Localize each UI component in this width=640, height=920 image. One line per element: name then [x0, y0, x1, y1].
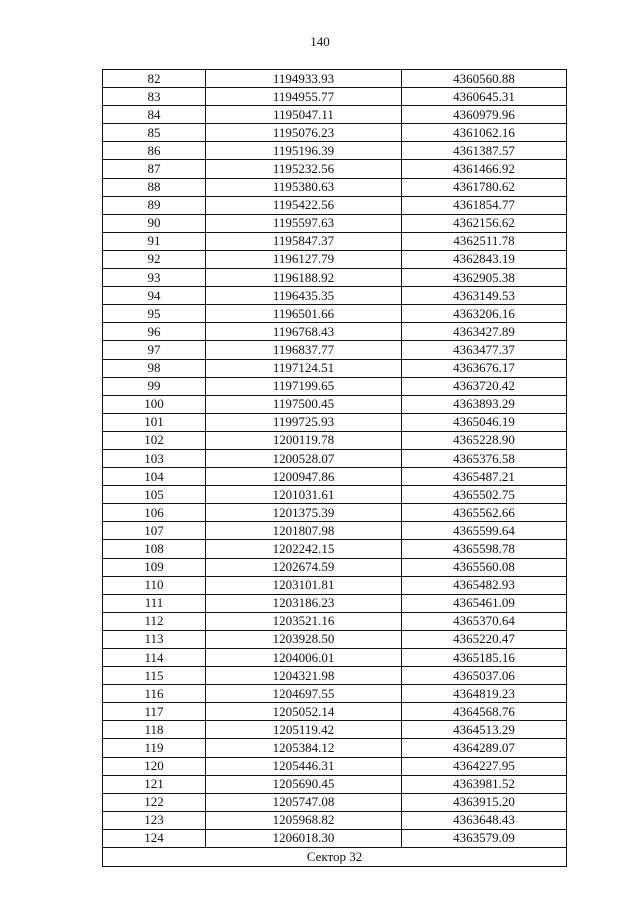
x-coordinate-cell: 1196768.43	[206, 323, 402, 341]
point-number-cell: 112	[103, 612, 206, 630]
x-coordinate-cell: 1197500.45	[206, 395, 402, 413]
x-coordinate-cell: 1196435.35	[206, 287, 402, 305]
point-number-cell: 109	[103, 558, 206, 576]
point-number-cell: 119	[103, 739, 206, 757]
point-number-cell: 97	[103, 341, 206, 359]
sector-row	[103, 848, 567, 867]
point-number-cell: 94	[103, 287, 206, 305]
table-row	[103, 359, 567, 377]
x-coordinate-cell: 1204697.55	[206, 685, 402, 703]
point-number-cell: 90	[103, 214, 206, 232]
y-coordinate-cell: 4362511.78	[402, 232, 567, 250]
x-coordinate-cell: 1202242.15	[206, 540, 402, 558]
table-row	[103, 594, 567, 612]
x-coordinate-cell: 1197124.51	[206, 359, 402, 377]
point-number-cell: 114	[103, 649, 206, 667]
table-row	[103, 449, 567, 467]
point-number-cell: 116	[103, 685, 206, 703]
y-coordinate-cell: 4365562.66	[402, 504, 567, 522]
x-coordinate-cell: 1196188.92	[206, 269, 402, 287]
x-coordinate-cell: 1202674.59	[206, 558, 402, 576]
y-coordinate-cell: 4360645.31	[402, 88, 567, 106]
y-coordinate-cell: 4365046.19	[402, 413, 567, 431]
point-number-cell: 93	[103, 269, 206, 287]
x-coordinate-cell: 1200947.86	[206, 468, 402, 486]
point-number-cell: 110	[103, 576, 206, 594]
x-coordinate-cell: 1203101.81	[206, 576, 402, 594]
page-number: 140	[310, 34, 330, 49]
table-row	[103, 323, 567, 341]
table-row	[103, 431, 567, 449]
table-row	[103, 522, 567, 540]
y-coordinate-cell: 4365037.06	[402, 667, 567, 685]
y-coordinate-cell: 4363720.42	[402, 377, 567, 395]
point-number-cell: 111	[103, 594, 206, 612]
x-coordinate-cell: 1203521.16	[206, 612, 402, 630]
point-number-cell: 107	[103, 522, 206, 540]
x-coordinate-cell: 1205119.42	[206, 721, 402, 739]
table-row	[103, 377, 567, 395]
x-coordinate-cell: 1197199.65	[206, 377, 402, 395]
point-number-cell: 88	[103, 178, 206, 196]
table-row	[103, 486, 567, 504]
x-coordinate-cell: 1203928.50	[206, 630, 402, 648]
point-number-cell: 96	[103, 323, 206, 341]
x-coordinate-cell: 1194955.77	[206, 88, 402, 106]
table-row	[103, 703, 567, 721]
point-number-cell: 122	[103, 793, 206, 811]
x-coordinate-cell: 1205690.45	[206, 775, 402, 793]
table-row	[103, 829, 567, 847]
table-row	[103, 250, 567, 268]
y-coordinate-cell: 4364819.23	[402, 685, 567, 703]
table-row	[103, 630, 567, 648]
table-row	[103, 160, 567, 178]
x-coordinate-cell: 1203186.23	[206, 594, 402, 612]
y-coordinate-cell: 4365461.09	[402, 594, 567, 612]
y-coordinate-cell: 4363149.53	[402, 287, 567, 305]
x-coordinate-cell: 1205384.12	[206, 739, 402, 757]
table-row	[103, 612, 567, 630]
table-row	[103, 124, 567, 142]
y-coordinate-cell: 4360560.88	[402, 70, 567, 88]
point-number-cell: 121	[103, 775, 206, 793]
x-coordinate-cell: 1195047.11	[206, 106, 402, 124]
sector-label: Сектор 32	[103, 848, 567, 867]
point-number-cell: 115	[103, 667, 206, 685]
coordinates-table	[102, 69, 567, 867]
y-coordinate-cell: 4365370.64	[402, 612, 567, 630]
point-number-cell: 103	[103, 449, 206, 467]
y-coordinate-cell: 4362905.38	[402, 269, 567, 287]
y-coordinate-cell: 4361062.16	[402, 124, 567, 142]
table-row	[103, 811, 567, 829]
y-coordinate-cell: 4363579.09	[402, 829, 567, 847]
point-number-cell: 118	[103, 721, 206, 739]
y-coordinate-cell: 4361387.57	[402, 142, 567, 160]
x-coordinate-cell: 1195232.56	[206, 160, 402, 178]
x-coordinate-cell: 1200119.78	[206, 431, 402, 449]
table-row	[103, 793, 567, 811]
y-coordinate-cell: 4363206.16	[402, 305, 567, 323]
point-number-cell: 101	[103, 413, 206, 431]
y-coordinate-cell: 4364227.95	[402, 757, 567, 775]
y-coordinate-cell: 4363676.17	[402, 359, 567, 377]
y-coordinate-cell: 4365185.16	[402, 649, 567, 667]
y-coordinate-cell: 4365599.64	[402, 522, 567, 540]
x-coordinate-cell: 1195422.56	[206, 196, 402, 214]
x-coordinate-cell: 1201031.61	[206, 486, 402, 504]
point-number-cell: 105	[103, 486, 206, 504]
y-coordinate-cell: 4363893.29	[402, 395, 567, 413]
point-number-cell: 100	[103, 395, 206, 413]
x-coordinate-cell: 1195597.63	[206, 214, 402, 232]
point-number-cell: 83	[103, 88, 206, 106]
point-number-cell: 108	[103, 540, 206, 558]
table-row	[103, 178, 567, 196]
coordinates-table-body	[103, 70, 567, 867]
y-coordinate-cell: 4365376.58	[402, 449, 567, 467]
table-row	[103, 232, 567, 250]
x-coordinate-cell: 1195196.39	[206, 142, 402, 160]
point-number-cell: 89	[103, 196, 206, 214]
y-coordinate-cell: 4365228.90	[402, 431, 567, 449]
x-coordinate-cell: 1199725.93	[206, 413, 402, 431]
point-number-cell: 104	[103, 468, 206, 486]
table-row	[103, 685, 567, 703]
table-row	[103, 739, 567, 757]
table-row	[103, 196, 567, 214]
table-row	[103, 721, 567, 739]
table-row	[103, 540, 567, 558]
y-coordinate-cell: 4361780.62	[402, 178, 567, 196]
x-coordinate-cell: 1196501.66	[206, 305, 402, 323]
table-row	[103, 558, 567, 576]
y-coordinate-cell: 4363915.20	[402, 793, 567, 811]
table-row	[103, 341, 567, 359]
y-coordinate-cell: 4365560.08	[402, 558, 567, 576]
y-coordinate-cell: 4365220.47	[402, 630, 567, 648]
x-coordinate-cell: 1205446.31	[206, 757, 402, 775]
x-coordinate-cell: 1205052.14	[206, 703, 402, 721]
point-number-cell: 87	[103, 160, 206, 178]
point-number-cell: 113	[103, 630, 206, 648]
y-coordinate-cell: 4362843.19	[402, 250, 567, 268]
x-coordinate-cell: 1201807.98	[206, 522, 402, 540]
table-row	[103, 214, 567, 232]
table-row	[103, 142, 567, 160]
table-row	[103, 106, 567, 124]
table-row	[103, 413, 567, 431]
table-row	[103, 667, 567, 685]
point-number-cell: 117	[103, 703, 206, 721]
point-number-cell: 106	[103, 504, 206, 522]
table-row	[103, 504, 567, 522]
x-coordinate-cell: 1205968.82	[206, 811, 402, 829]
point-number-cell: 82	[103, 70, 206, 88]
point-number-cell: 95	[103, 305, 206, 323]
x-coordinate-cell: 1194933.93	[206, 70, 402, 88]
y-coordinate-cell: 4361854.77	[402, 196, 567, 214]
y-coordinate-cell: 4360979.96	[402, 106, 567, 124]
table-row	[103, 576, 567, 594]
y-coordinate-cell: 4363477.37	[402, 341, 567, 359]
point-number-cell: 98	[103, 359, 206, 377]
table-row	[103, 649, 567, 667]
table-row	[103, 269, 567, 287]
y-coordinate-cell: 4365482.93	[402, 576, 567, 594]
x-coordinate-cell: 1195380.63	[206, 178, 402, 196]
y-coordinate-cell: 4362156.62	[402, 214, 567, 232]
y-coordinate-cell: 4364513.29	[402, 721, 567, 739]
x-coordinate-cell: 1205747.08	[206, 793, 402, 811]
table-row	[103, 468, 567, 486]
x-coordinate-cell: 1196127.79	[206, 250, 402, 268]
y-coordinate-cell: 4363648.43	[402, 811, 567, 829]
y-coordinate-cell: 4364568.76	[402, 703, 567, 721]
y-coordinate-cell: 4361466.92	[402, 160, 567, 178]
x-coordinate-cell: 1201375.39	[206, 504, 402, 522]
point-number-cell: 102	[103, 431, 206, 449]
y-coordinate-cell: 4364289.07	[402, 739, 567, 757]
table-row	[103, 757, 567, 775]
x-coordinate-cell: 1204006.01	[206, 649, 402, 667]
x-coordinate-cell: 1196837.77	[206, 341, 402, 359]
x-coordinate-cell: 1195076.23	[206, 124, 402, 142]
y-coordinate-cell: 4363427.89	[402, 323, 567, 341]
point-number-cell: 123	[103, 811, 206, 829]
point-number-cell: 124	[103, 829, 206, 847]
table-row	[103, 305, 567, 323]
point-number-cell: 91	[103, 232, 206, 250]
y-coordinate-cell: 4365487.21	[402, 468, 567, 486]
point-number-cell: 120	[103, 757, 206, 775]
point-number-cell: 84	[103, 106, 206, 124]
table-row	[103, 395, 567, 413]
x-coordinate-cell: 1206018.30	[206, 829, 402, 847]
table-row	[103, 70, 567, 88]
table-row	[103, 88, 567, 106]
point-number-cell: 85	[103, 124, 206, 142]
table-row	[103, 775, 567, 793]
x-coordinate-cell: 1195847.37	[206, 232, 402, 250]
x-coordinate-cell: 1204321.98	[206, 667, 402, 685]
y-coordinate-cell: 4365598.78	[402, 540, 567, 558]
point-number-cell: 92	[103, 250, 206, 268]
y-coordinate-cell: 4365502.75	[402, 486, 567, 504]
point-number-cell: 99	[103, 377, 206, 395]
point-number-cell: 86	[103, 142, 206, 160]
x-coordinate-cell: 1200528.07	[206, 449, 402, 467]
table-row	[103, 287, 567, 305]
y-coordinate-cell: 4363981.52	[402, 775, 567, 793]
